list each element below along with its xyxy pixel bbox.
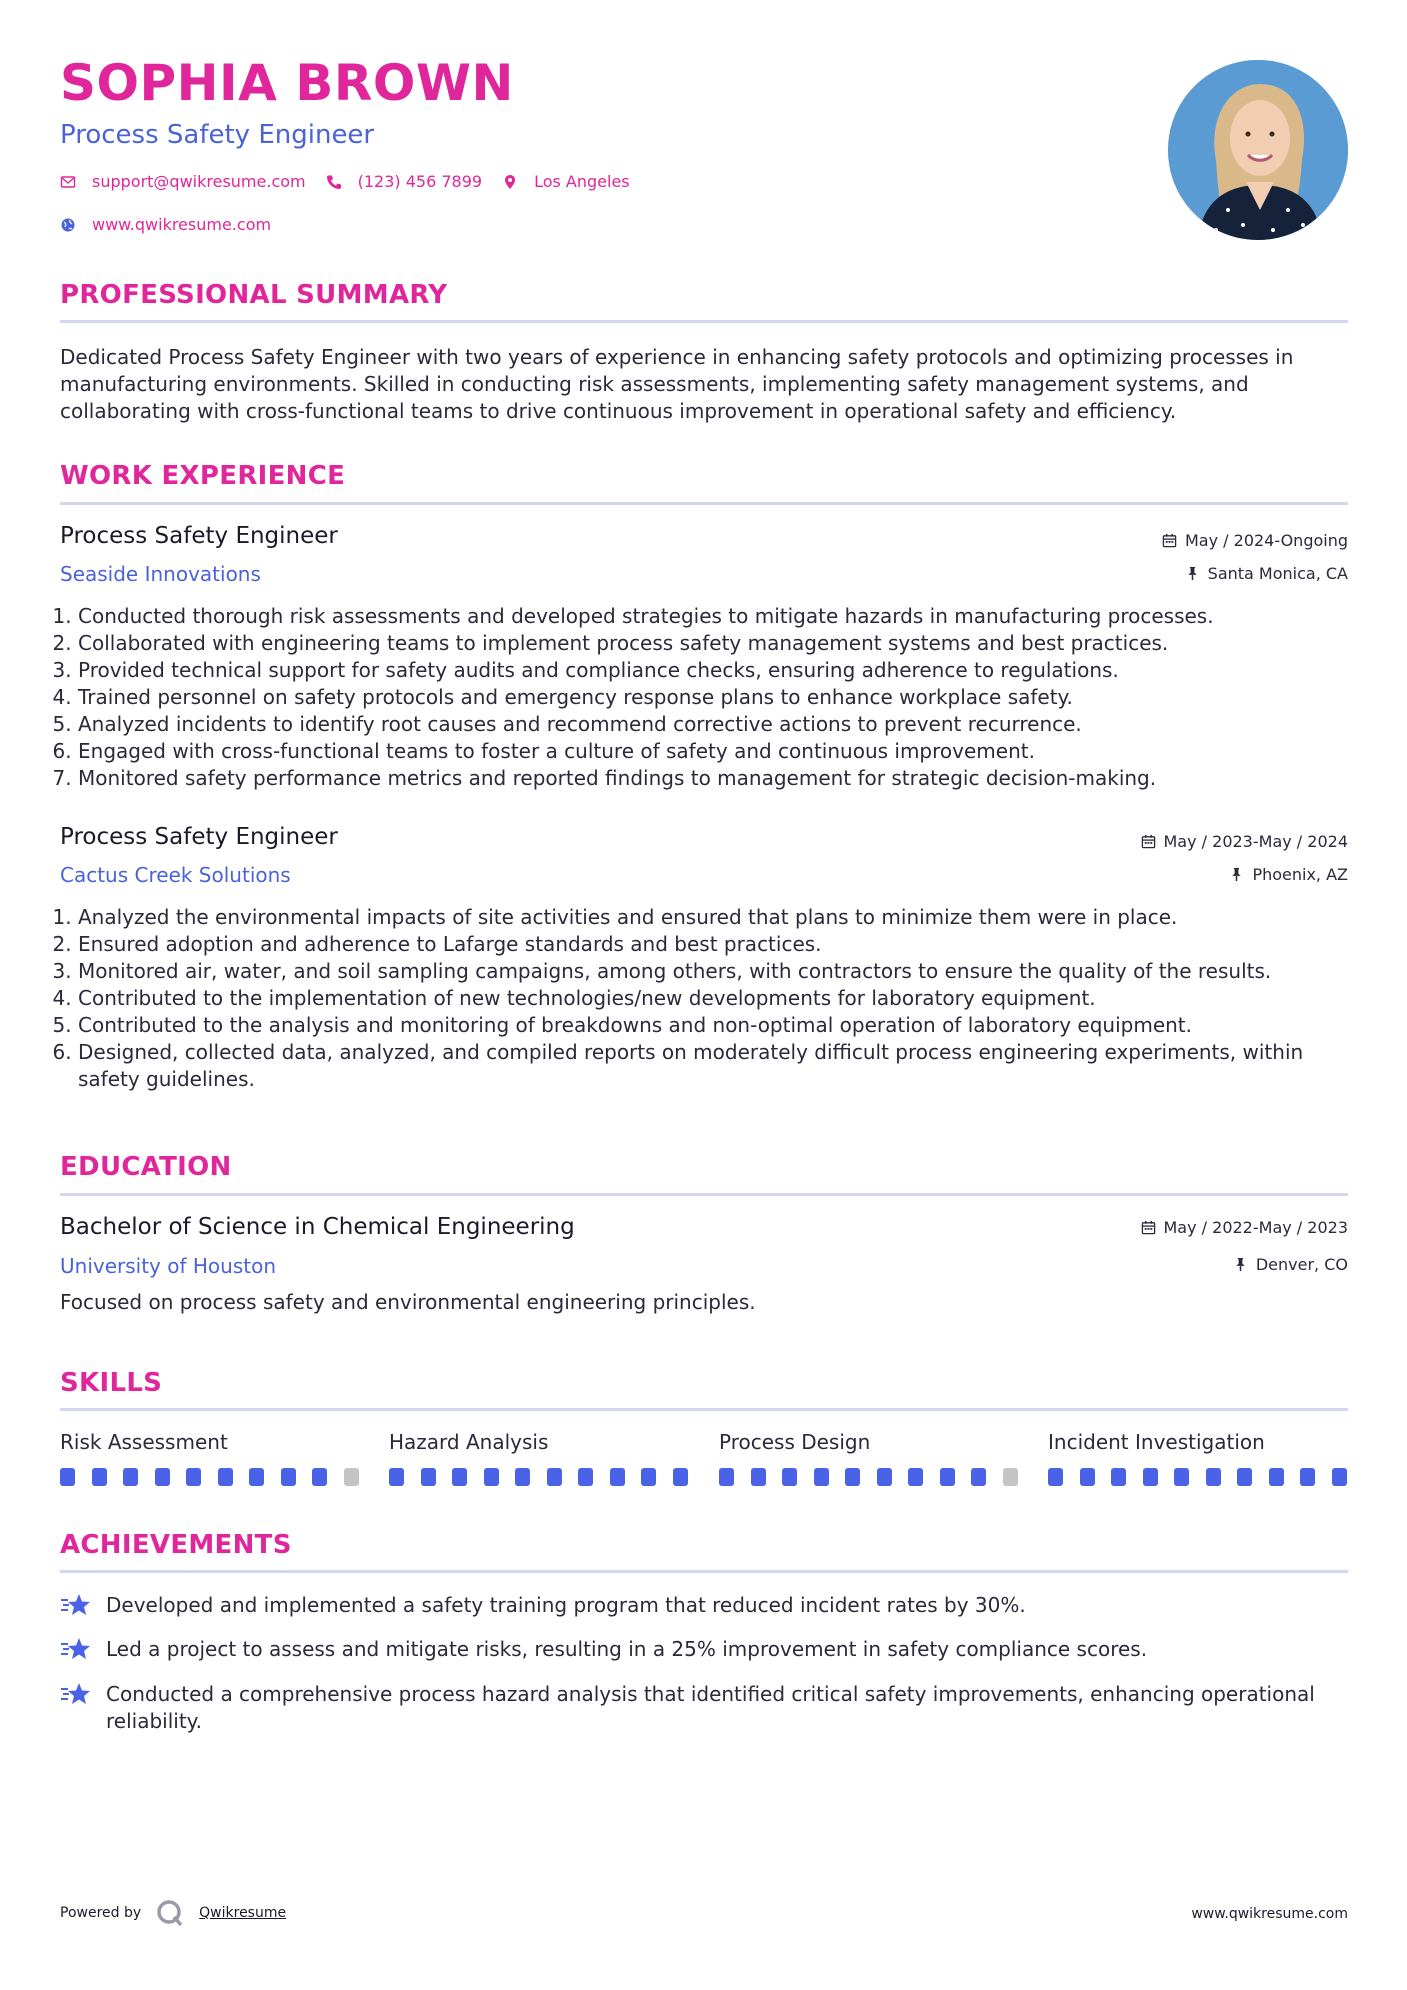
skill-level-dots xyxy=(389,1468,689,1486)
education-heading: EDUCATION xyxy=(60,1152,232,1182)
job-1-dates-text: May / 2024-Ongoing xyxy=(1185,531,1348,550)
skill-dot-filled xyxy=(155,1468,170,1486)
skill-level-dots xyxy=(60,1468,360,1486)
education-description: Focused on process safety and environmental engineering principles. xyxy=(60,1290,756,1314)
email-text: support@qwikresume.com xyxy=(92,172,306,191)
skill-dot-filled xyxy=(389,1468,404,1486)
education-dates xyxy=(1141,1218,1349,1237)
footer-powered-by xyxy=(60,1898,286,1928)
achievement-text: Led a project to assess and mitigate risks, resulting in a 25% improvement in safety compliance scores. xyxy=(106,1637,1148,1661)
job-1-company: Seaside Innovations xyxy=(60,562,261,586)
skill-dot-filled xyxy=(1111,1468,1126,1486)
skill-name: Risk Assessment xyxy=(60,1430,228,1454)
skill-dot-filled xyxy=(845,1468,860,1486)
skill-dot-filled xyxy=(186,1468,201,1486)
skill-dot-filled xyxy=(641,1468,656,1486)
pushpin-icon xyxy=(1229,867,1244,882)
list-item: 3. Provided technical support for safety audits and compliance checks, ensuring adherence to regulations. xyxy=(78,657,1368,684)
location-item xyxy=(502,172,630,191)
job-2-company: Cactus Creek Solutions xyxy=(60,863,291,887)
skill-dot-filled xyxy=(1206,1468,1221,1486)
powered-by-text: Powered by xyxy=(60,1905,142,1921)
website-item[interactable] xyxy=(60,215,271,234)
skill-dot-filled xyxy=(421,1468,436,1486)
location-text: Los Angeles xyxy=(534,172,630,191)
skill-dot-filled xyxy=(1174,1468,1189,1486)
skill-name: Incident Investigation xyxy=(1048,1430,1265,1454)
achievement-text: Conducted a comprehensive process hazard analysis that identified critical safety improvements, enhancing operational reliability. xyxy=(106,1682,1315,1733)
skills-divider xyxy=(60,1408,1348,1411)
star-badge-icon xyxy=(60,1592,92,1620)
list-item: 7. Monitored safety performance metrics and reported findings to management for strategic decision-making. xyxy=(78,765,1368,792)
candidate-title: Process Safety Engineer xyxy=(60,120,375,150)
job-1-dates xyxy=(1162,531,1348,550)
list-item: 2. Collaborated with engineering teams to implement process safety management systems and best practices. xyxy=(78,630,1368,657)
achievement-item xyxy=(60,1592,1350,1620)
portrait-image xyxy=(1168,60,1348,240)
skill-dot-filled xyxy=(452,1468,467,1486)
job-2-dates-text: May / 2023-May / 2024 xyxy=(1163,832,1348,851)
job-1-title: Process Safety Engineer xyxy=(60,523,338,549)
skill-dot-filled xyxy=(877,1468,892,1486)
website-row xyxy=(60,215,291,234)
skills-heading: SKILLS xyxy=(60,1368,163,1398)
skill-item xyxy=(389,1430,689,1486)
qwikresume-logo-icon xyxy=(155,1898,185,1928)
skill-dot-filled xyxy=(312,1468,327,1486)
job-2-dates xyxy=(1141,832,1349,851)
skill-dot-filled xyxy=(940,1468,955,1486)
list-item: 1. Analyzed the environmental impacts of site activities and ensured that plans to minimize them were in place. xyxy=(78,904,1368,931)
skill-name: Hazard Analysis xyxy=(389,1430,549,1454)
skill-dot-filled xyxy=(1269,1468,1284,1486)
skill-dot-empty xyxy=(344,1468,359,1486)
list-item: 5. Analyzed incidents to identify root causes and recommend corrective actions to prevent recurrence. xyxy=(78,711,1368,738)
education-divider xyxy=(60,1193,1348,1196)
experience-divider xyxy=(60,502,1348,505)
skill-dot-filled xyxy=(814,1468,829,1486)
skill-dot-filled xyxy=(123,1468,138,1486)
achievement-item xyxy=(60,1636,1350,1664)
job-1-bullets xyxy=(60,603,1368,792)
list-item: 6. Designed, collected data, analyzed, and compiled reports on moderately difficult process engineering experiments, within safety guidelines. xyxy=(78,1039,1368,1093)
email-item[interactable] xyxy=(60,172,306,191)
job-2-bullets xyxy=(60,904,1368,1093)
skill-dot-filled xyxy=(578,1468,593,1486)
experience-heading: WORK EXPERIENCE xyxy=(60,461,346,491)
skill-dot-filled xyxy=(281,1468,296,1486)
website-text: www.qwikresume.com xyxy=(92,215,272,234)
skill-dot-filled xyxy=(971,1468,986,1486)
school-name: University of Houston xyxy=(60,1254,277,1278)
skill-dot-filled xyxy=(719,1468,734,1486)
skill-dot-filled xyxy=(1237,1468,1252,1486)
profile-photo xyxy=(1168,60,1348,240)
skill-dot-filled xyxy=(782,1468,797,1486)
summary-heading: PROFESSIONAL SUMMARY xyxy=(60,280,448,310)
qwikresume-link[interactable]: Qwikresume xyxy=(199,1905,287,1921)
list-item: 2. Ensured adoption and adherence to Lafarge standards and best practices. xyxy=(78,931,1368,958)
skill-dot-filled xyxy=(547,1468,562,1486)
achievements-heading: ACHIEVEMENTS xyxy=(60,1530,292,1560)
skill-dot-filled xyxy=(1048,1468,1063,1486)
skill-item xyxy=(1048,1430,1348,1486)
skill-level-dots xyxy=(719,1468,1019,1486)
phone-text: (123) 456 7899 xyxy=(357,172,483,191)
skill-dot-filled xyxy=(484,1468,499,1486)
list-item: 4. Contributed to the implementation of new technologies/new developments for laboratory equipment. xyxy=(78,985,1368,1012)
achievement-item xyxy=(60,1681,1350,1735)
job-2-title: Process Safety Engineer xyxy=(60,824,338,850)
education-location xyxy=(1233,1255,1348,1274)
summary-divider xyxy=(60,320,1348,323)
map-pin-icon xyxy=(502,174,518,190)
job-1-location xyxy=(1185,564,1348,583)
skill-dot-filled xyxy=(1080,1468,1095,1486)
skill-item xyxy=(60,1430,360,1486)
skill-item xyxy=(719,1430,1019,1486)
skill-dot-filled xyxy=(908,1468,923,1486)
globe-icon xyxy=(60,217,76,233)
achievement-text: Developed and implemented a safety training program that reduced incident rates by 30%. xyxy=(106,1593,1026,1617)
job-2-location-text: Phoenix, AZ xyxy=(1252,865,1348,884)
phone-icon xyxy=(326,174,342,190)
candidate-name: SOPHIA BROWN xyxy=(60,54,514,112)
star-badge-icon xyxy=(60,1681,92,1709)
degree-title: Bachelor of Science in Chemical Engineering xyxy=(60,1214,575,1240)
list-item: 5. Contributed to the analysis and monitoring of breakdowns and non-optimal operation of laboratory equipment. xyxy=(78,1012,1368,1039)
skill-dot-filled xyxy=(218,1468,233,1486)
pushpin-icon xyxy=(1185,566,1200,581)
footer-website-link[interactable]: www.qwikresume.com xyxy=(1191,1906,1348,1922)
list-item: 1. Conducted thorough risk assessments and developed strategies to mitigate hazards in manufacturing processes. xyxy=(78,603,1368,630)
skill-dot-filled xyxy=(1143,1468,1158,1486)
calendar-icon xyxy=(1162,533,1177,548)
skill-dot-empty xyxy=(1003,1468,1018,1486)
skill-dot-filled xyxy=(249,1468,264,1486)
skill-dot-filled xyxy=(1332,1468,1347,1486)
skill-dot-filled xyxy=(60,1468,75,1486)
skill-dot-filled xyxy=(673,1468,688,1486)
skill-name: Process Design xyxy=(719,1430,871,1454)
envelope-icon xyxy=(60,174,76,190)
phone-item[interactable] xyxy=(326,172,482,191)
education-location-text: Denver, CO xyxy=(1255,1255,1348,1274)
skill-level-dots xyxy=(1048,1468,1348,1486)
education-dates-text: May / 2022-May / 2023 xyxy=(1163,1218,1348,1237)
calendar-icon xyxy=(1141,834,1156,849)
contact-row xyxy=(60,172,650,191)
achievements-divider xyxy=(60,1570,1348,1573)
skill-dot-filled xyxy=(751,1468,766,1486)
calendar-icon xyxy=(1141,1220,1156,1235)
skill-dot-filled xyxy=(610,1468,625,1486)
pushpin-icon xyxy=(1233,1257,1248,1272)
list-item: 6. Engaged with cross-functional teams to foster a culture of safety and continuous improvement. xyxy=(78,738,1368,765)
skill-dot-filled xyxy=(515,1468,530,1486)
skill-dot-filled xyxy=(92,1468,107,1486)
skill-dot-filled xyxy=(1300,1468,1315,1486)
star-badge-icon xyxy=(60,1636,92,1664)
job-2-location xyxy=(1229,865,1348,884)
job-1-location-text: Santa Monica, CA xyxy=(1207,564,1348,583)
summary-text: Dedicated Process Safety Engineer with two years of experience in enhancing safety protocols and optimizing processes in manufacturing environments. Skilled in conducting risk assessments, implementing safety management systems, and collaborating with cross-functional teams to drive continuous improvement in operational safety and efficiency. xyxy=(60,345,1294,423)
list-item: 4. Trained personnel on safety protocols and emergency response plans to enhance workplace safety. xyxy=(78,684,1368,711)
list-item: 3. Monitored air, water, and soil sampling campaigns, among others, with contractors to ensure the quality of the results. xyxy=(78,958,1368,985)
